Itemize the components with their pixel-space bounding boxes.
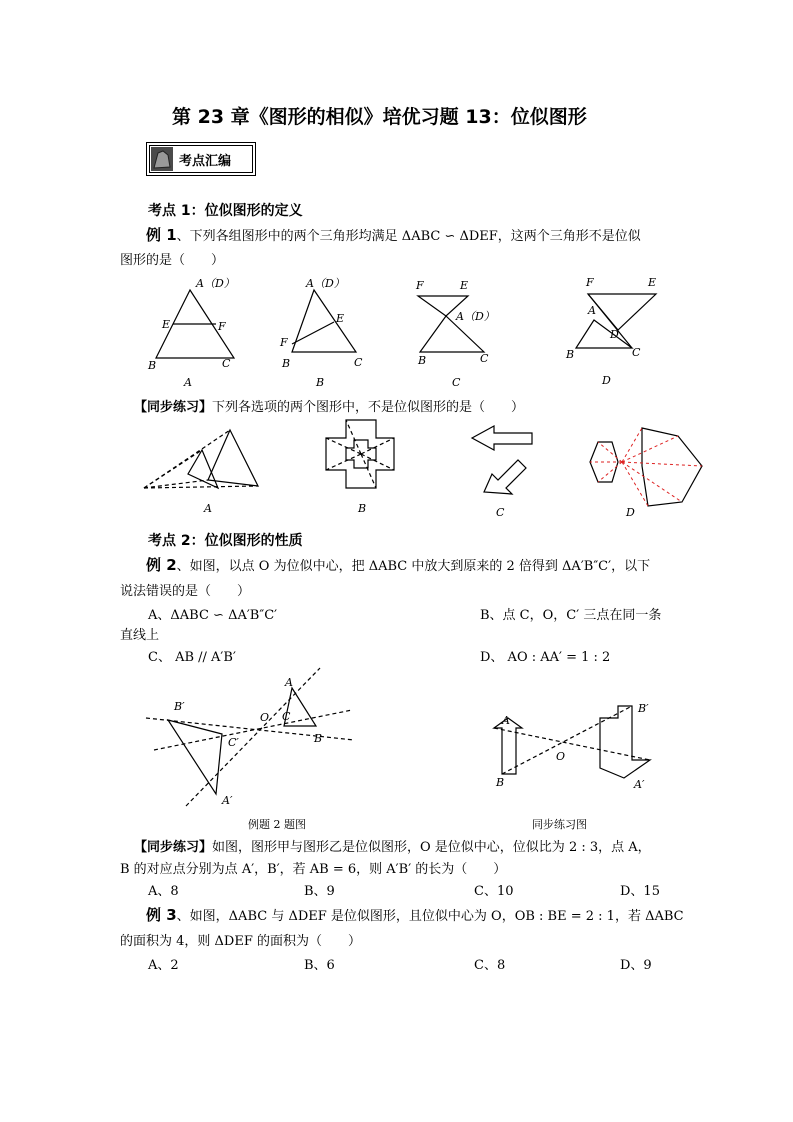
- ex3-line1: [146, 906, 684, 926]
- svg-text:B: B: [496, 776, 505, 789]
- svg-text:D: D: [610, 328, 619, 341]
- svg-text:A: A: [588, 304, 596, 317]
- svg-text:A: A: [502, 714, 510, 727]
- svg-text:F: F: [586, 276, 594, 289]
- sync1-figure-a: [140, 422, 270, 517]
- svg-text:B: B: [148, 359, 157, 372]
- ex3-label: 例 3: [146, 906, 177, 924]
- sync1-figure-d: [586, 424, 711, 524]
- sync2-option-d: D、15: [620, 884, 660, 899]
- svg-text:B′: B′: [638, 702, 649, 715]
- sync-text: 下列各选项的两个图形中，不是位似图形的是（ ）: [212, 400, 525, 415]
- svg-text:F: F: [416, 279, 424, 292]
- figure-caption: 同步练习图: [532, 818, 587, 831]
- svg-text:O: O: [556, 750, 566, 763]
- pen-icon: [151, 147, 173, 171]
- ex2-option-b-cont: 直线上: [120, 628, 160, 643]
- ex1-line1: [146, 226, 641, 246]
- figure-caption: C: [452, 376, 461, 389]
- svg-text:F: F: [218, 320, 226, 333]
- svg-text:C: C: [282, 710, 291, 723]
- ex3-option-b: B、6: [304, 958, 335, 973]
- svg-text:C: C: [632, 346, 641, 359]
- svg-text:O: O: [260, 711, 270, 724]
- svg-text:C: C: [480, 352, 489, 365]
- ex1-label: 例 1: [146, 226, 177, 244]
- svg-text:A: A: [285, 676, 293, 689]
- page-title: 第 23 章《图形的相似》培优习题 13：位似图形: [172, 106, 587, 128]
- sync2-line1: [134, 838, 651, 857]
- sync1-figure-b: [318, 416, 408, 516]
- svg-text:F: F: [280, 336, 288, 349]
- kp1-heading: 考点 1：位似图形的定义: [148, 203, 303, 219]
- svg-text:B: B: [314, 732, 323, 745]
- kp2-heading: 考点 2：位似图形的性质: [148, 533, 303, 549]
- figure-caption: B: [316, 376, 325, 389]
- svg-text:A（D）: A（D）: [456, 310, 495, 323]
- ex3-line2: 的面积为 4，则 ΔDEF 的面积为（ ）: [120, 934, 361, 949]
- svg-text:E: E: [162, 318, 171, 331]
- svg-text:E: E: [648, 276, 657, 289]
- ex1-figure-c: [410, 272, 520, 392]
- svg-text:E: E: [336, 312, 345, 325]
- figure-caption: A: [184, 376, 192, 389]
- sync1-figure-c: [470, 420, 550, 520]
- svg-text:A（D）: A（D）: [306, 277, 345, 290]
- svg-text:A′: A′: [634, 778, 645, 791]
- sync-tag: 【同步练习】: [134, 400, 213, 415]
- sync2-line2: B 的对应点分别为点 A′，B′，若 AB = 6，则 A′B′ 的长为（ ）: [120, 862, 507, 877]
- ex2-option-d: D、 AO : AA′ = 1 : 2: [480, 650, 611, 665]
- ex1-text: 、下列各组图形中的两个三角形均满足 ΔABC ∽ ΔDEF，这两个三角形不是位似: [176, 229, 641, 244]
- ex2-option-a: A、ΔABC ∽ ΔA′B″C′: [148, 608, 278, 623]
- ex2-text: 、如图，以点 O 为位似中心，把 ΔABC 中放大到原来的 2 倍得到 ΔA′B″C′，以下: [176, 559, 651, 574]
- figure-caption: C: [496, 506, 505, 519]
- sync-text: 如图，图形甲与图形乙是位似图形，O 是位似中心，位似比为 2 : 3，点 A，: [212, 840, 651, 855]
- svg-text:A′: A′: [222, 794, 233, 807]
- svg-text:C: C: [222, 357, 231, 370]
- sync-tag: 【同步练习】: [134, 840, 213, 855]
- figure-caption: A: [204, 502, 212, 515]
- badge-label: 考点汇编: [179, 154, 232, 169]
- ex2-line1: [146, 556, 650, 576]
- ex1-figure-d: [566, 272, 676, 392]
- svg-text:B: B: [418, 354, 427, 367]
- ex3-text: 、如图，ΔABC 与 ΔDEF 是位似图形，且位似中心为 O，OB : BE = 2 : 1，若 ΔABC: [176, 909, 684, 924]
- sync2-option-c: C、10: [474, 884, 514, 899]
- ex2-label: 例 2: [146, 556, 177, 574]
- svg-text:B′: B′: [174, 700, 185, 713]
- label: A（D）: [196, 277, 235, 290]
- ex2-option-b: B、点 C，O，C′ 三点在同一条: [480, 608, 662, 623]
- ex3-option-c: C、8: [474, 958, 506, 973]
- ex1-figure-b: [276, 272, 386, 392]
- figure-caption: 例题 2 题图: [248, 818, 306, 831]
- svg-text:B: B: [566, 348, 575, 361]
- ex3-option-d: D、9: [620, 958, 652, 973]
- figure-caption: D: [626, 506, 635, 519]
- svg-text:C′: C′: [228, 736, 239, 749]
- sync2-figure: [474, 700, 674, 840]
- figure-caption: B: [358, 502, 367, 515]
- ex3-option-a: A、2: [148, 958, 179, 973]
- ex2-figure: [140, 664, 370, 844]
- ex2-line2: 说法错误的是（ ）: [120, 584, 251, 599]
- sync2-option-a: A、8: [148, 884, 179, 899]
- svg-text:C: C: [354, 356, 363, 369]
- sync1-line: [134, 398, 524, 417]
- svg-text:E: E: [460, 279, 469, 292]
- sync2-option-b: B、9: [304, 884, 335, 899]
- svg-text:B: B: [282, 357, 291, 370]
- figure-caption: D: [602, 374, 611, 387]
- ex1-figure-a: [140, 272, 250, 392]
- ex2-option-c: C、 AB // A′B′: [148, 650, 236, 665]
- ex1-line2: 图形的是（ ）: [120, 253, 225, 268]
- section-badge: [146, 142, 256, 176]
